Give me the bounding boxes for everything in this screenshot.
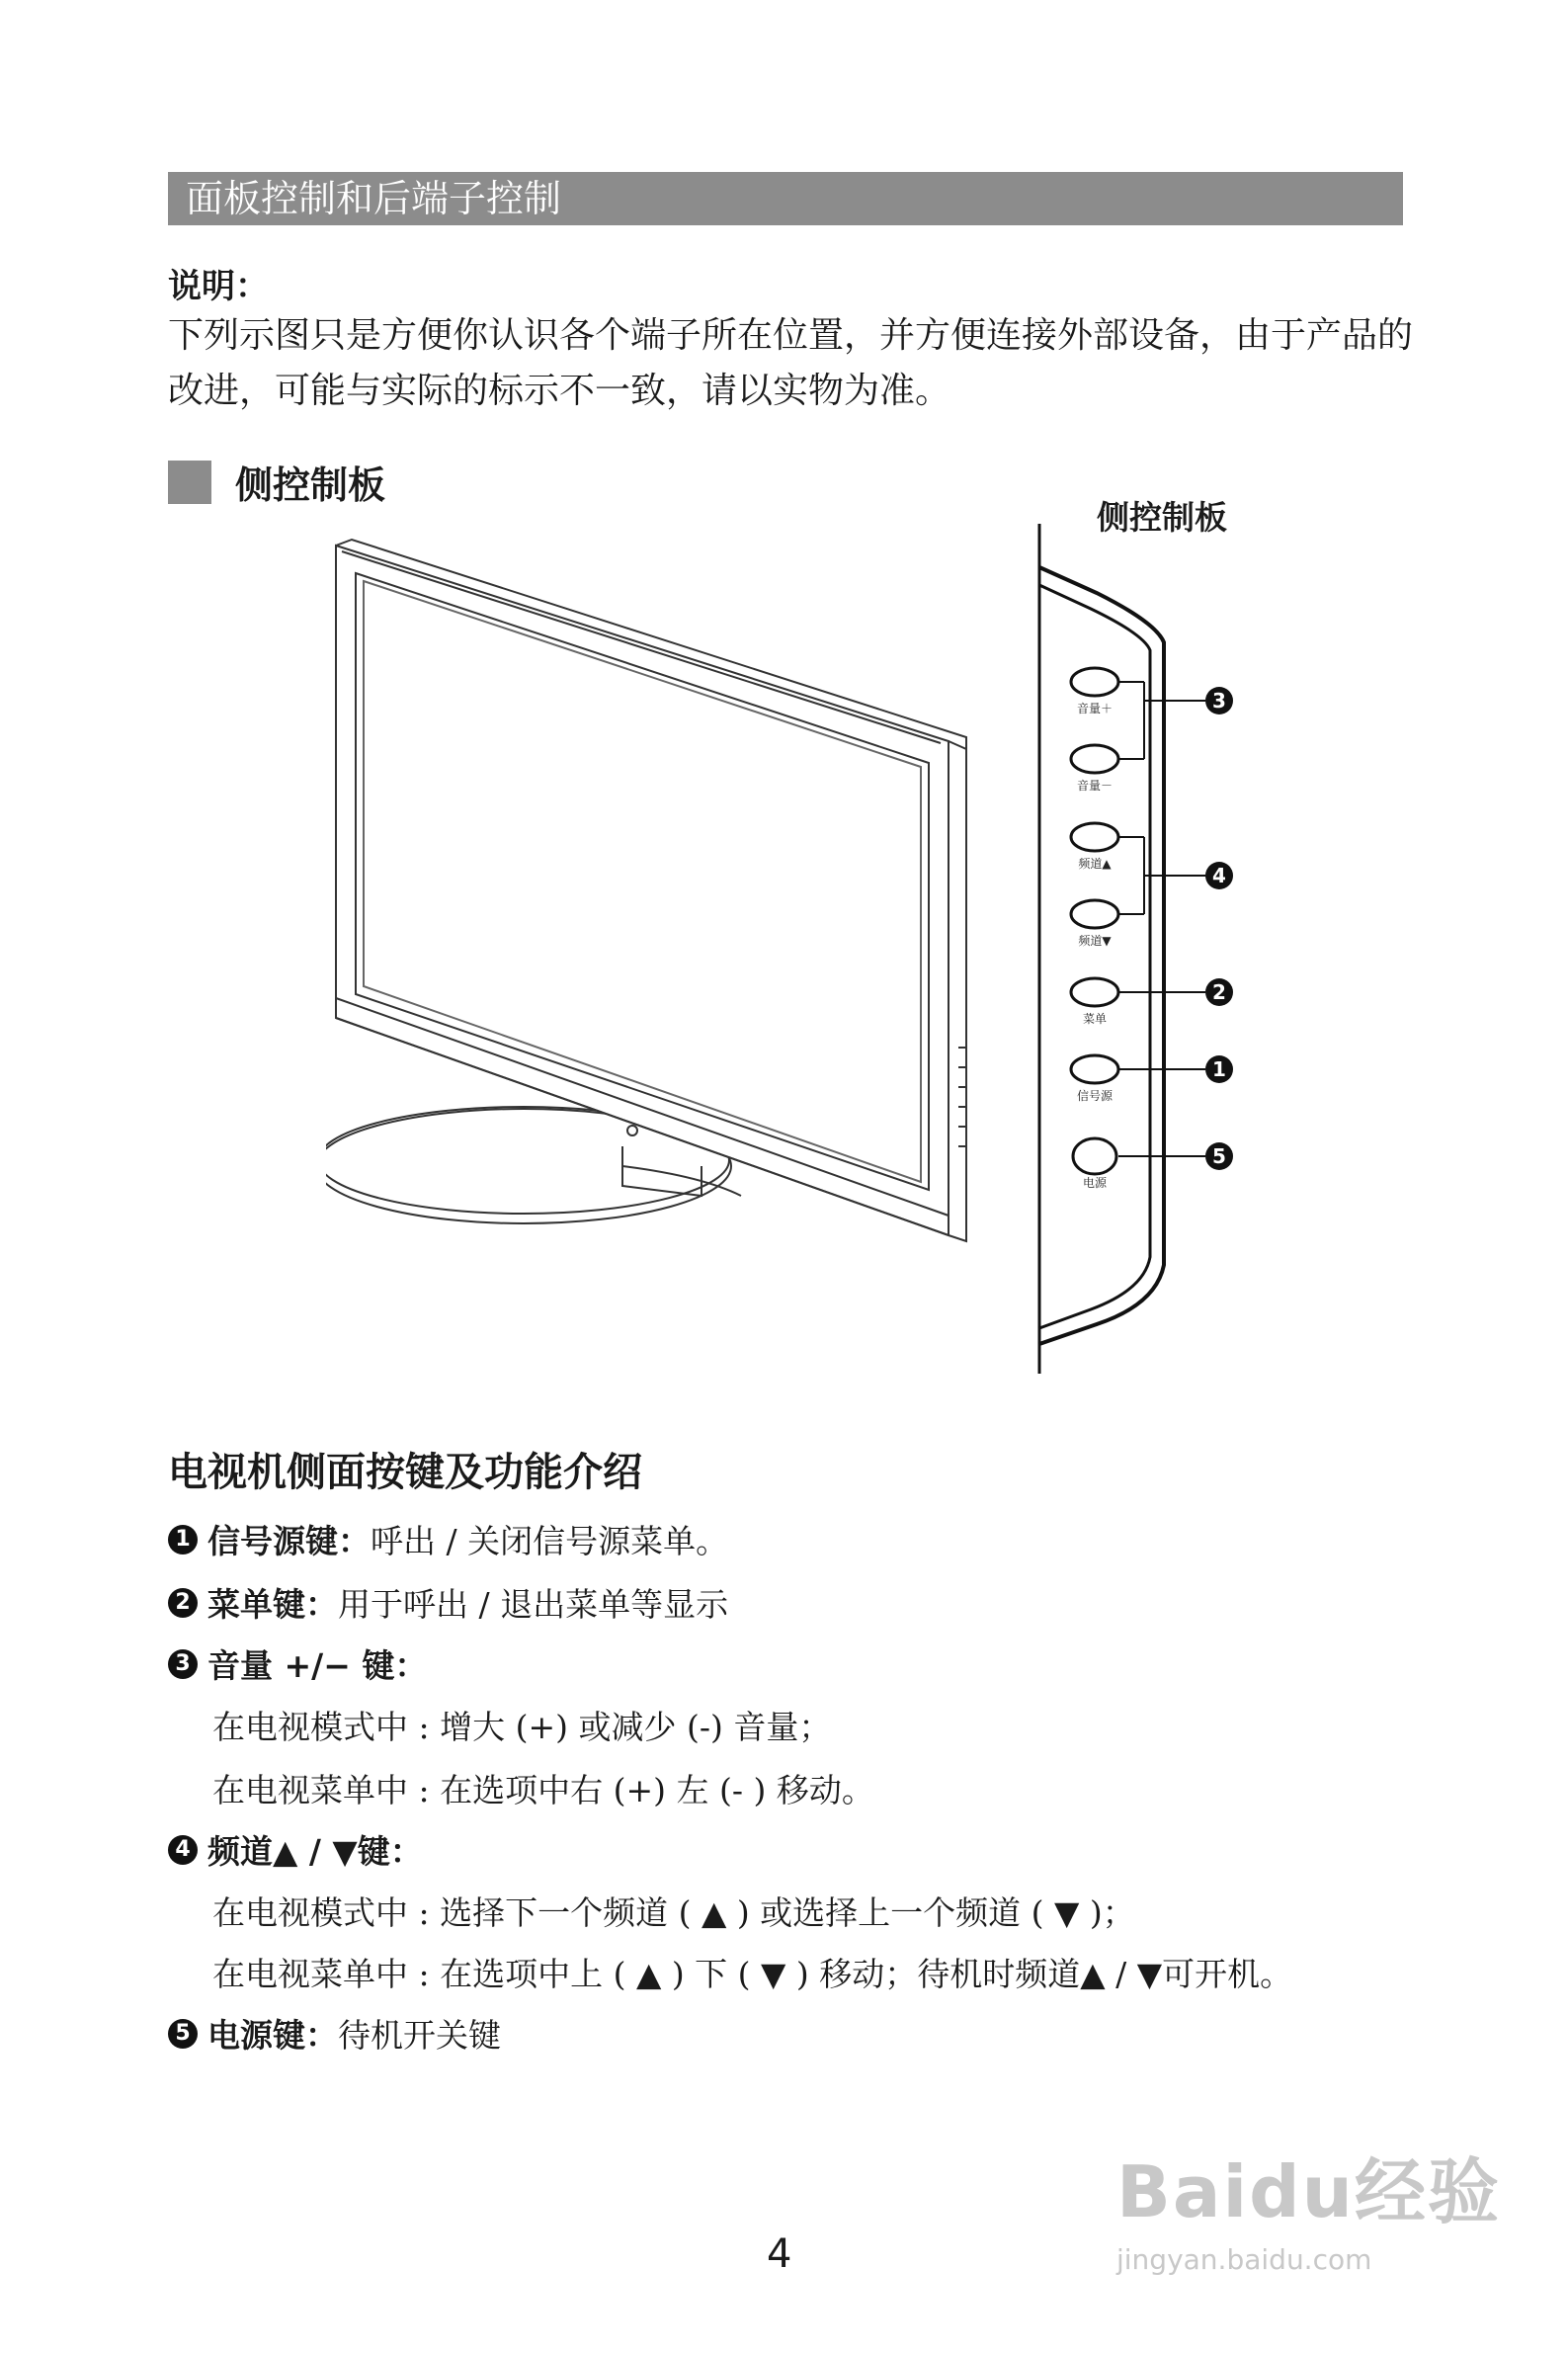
panel-button (1071, 745, 1118, 773)
watermark (1116, 2135, 1501, 2276)
function-key: 信号源键： (207, 1522, 371, 1560)
callout-number: 2 (1212, 980, 1226, 1004)
panel-button (1071, 823, 1118, 851)
header-title: 面板控制和后端子控制 (186, 177, 562, 220)
tv-illustration (326, 534, 998, 1265)
watermark-url: jingyan.baidu.com (1116, 2243, 1372, 2276)
panel-button (1071, 978, 1118, 1006)
note-body: 下列示图只是方便你认识各个端子所在位置，并方便连接外部设备，由于产品的改进，可能与实际的标示不一致，请以实物为准。 (168, 315, 1414, 411)
number-badge-5: 5 (168, 2019, 198, 2049)
function-item-channel (168, 1826, 423, 1873)
panel-button (1071, 668, 1118, 696)
function-item-menu (168, 1579, 728, 1626)
channel-sub-2: 在电视菜单中 : 在选项中上 ( ▲ ) 下 ( ▼ ) 移动；待机时频道▲ / ▼可开机。 (212, 1955, 1293, 1993)
channel-sub-1: 在电视模式中 : 选择下一个频道 ( ▲ ) 或选择上一个频道 ( ▼ )； (212, 1893, 1135, 1932)
callout-number: 3 (1212, 689, 1226, 713)
panel-button (1071, 1055, 1118, 1083)
panel-button-label: 电源 (1082, 1176, 1107, 1190)
panel-button-label: 信号源 (1076, 1089, 1113, 1103)
panel-button (1073, 1138, 1116, 1174)
number-badge-4: 4 (168, 1835, 198, 1865)
callout-number: 4 (1212, 864, 1226, 887)
function-desc: 用于呼出 / 退出菜单等显示 (338, 1585, 729, 1624)
function-item-source (168, 1516, 728, 1562)
side-panel-label: 侧控制板 (1097, 498, 1227, 537)
panel-button-label: 菜单 (1082, 1012, 1107, 1026)
function-key: 音量 +/− 键： (207, 1646, 428, 1685)
watermark-brand: Baidu经验 (1116, 2150, 1501, 2233)
callout-number: 1 (1212, 1057, 1226, 1081)
function-item-power (168, 2010, 501, 2057)
panel-button-label: 频道▲ (1078, 857, 1112, 871)
panel-button (1071, 900, 1118, 928)
function-key: 菜单键： (207, 1585, 338, 1624)
number-badge-2: 2 (168, 1588, 198, 1618)
panel-button-label: 音量－ (1076, 779, 1113, 793)
function-key: 频道▲ / ▼键： (207, 1832, 423, 1871)
function-desc: 呼出 / 关闭信号源菜单。 (371, 1522, 729, 1560)
number-badge-3: 3 (168, 1649, 198, 1679)
section-header-bar (168, 172, 1403, 225)
functions-title: 电视机侧面按键及功能介绍 (168, 1450, 642, 1495)
panel-button-label: 音量＋ (1076, 702, 1113, 715)
section-marker (168, 461, 211, 504)
section-title: 侧控制板 (235, 463, 386, 507)
function-item-volume (168, 1640, 427, 1687)
note-title: 说明： (168, 267, 269, 306)
volume-sub-2: 在电视菜单中 : 在选项中右 (+) 左 (- ) 移动。 (212, 1771, 874, 1809)
callout-number: 5 (1212, 1144, 1226, 1168)
panel-button-label: 频道▼ (1078, 934, 1112, 948)
side-panel-illustration (1037, 524, 1275, 1374)
volume-sub-1: 在电视模式中 : 增大 (+) 或减少 (-) 音量； (212, 1708, 832, 1746)
number-badge-1: 1 (168, 1525, 198, 1555)
function-desc: 待机开关键 (338, 2016, 501, 2055)
function-key: 电源键： (207, 2016, 338, 2055)
page-number: 4 (767, 2231, 792, 2277)
